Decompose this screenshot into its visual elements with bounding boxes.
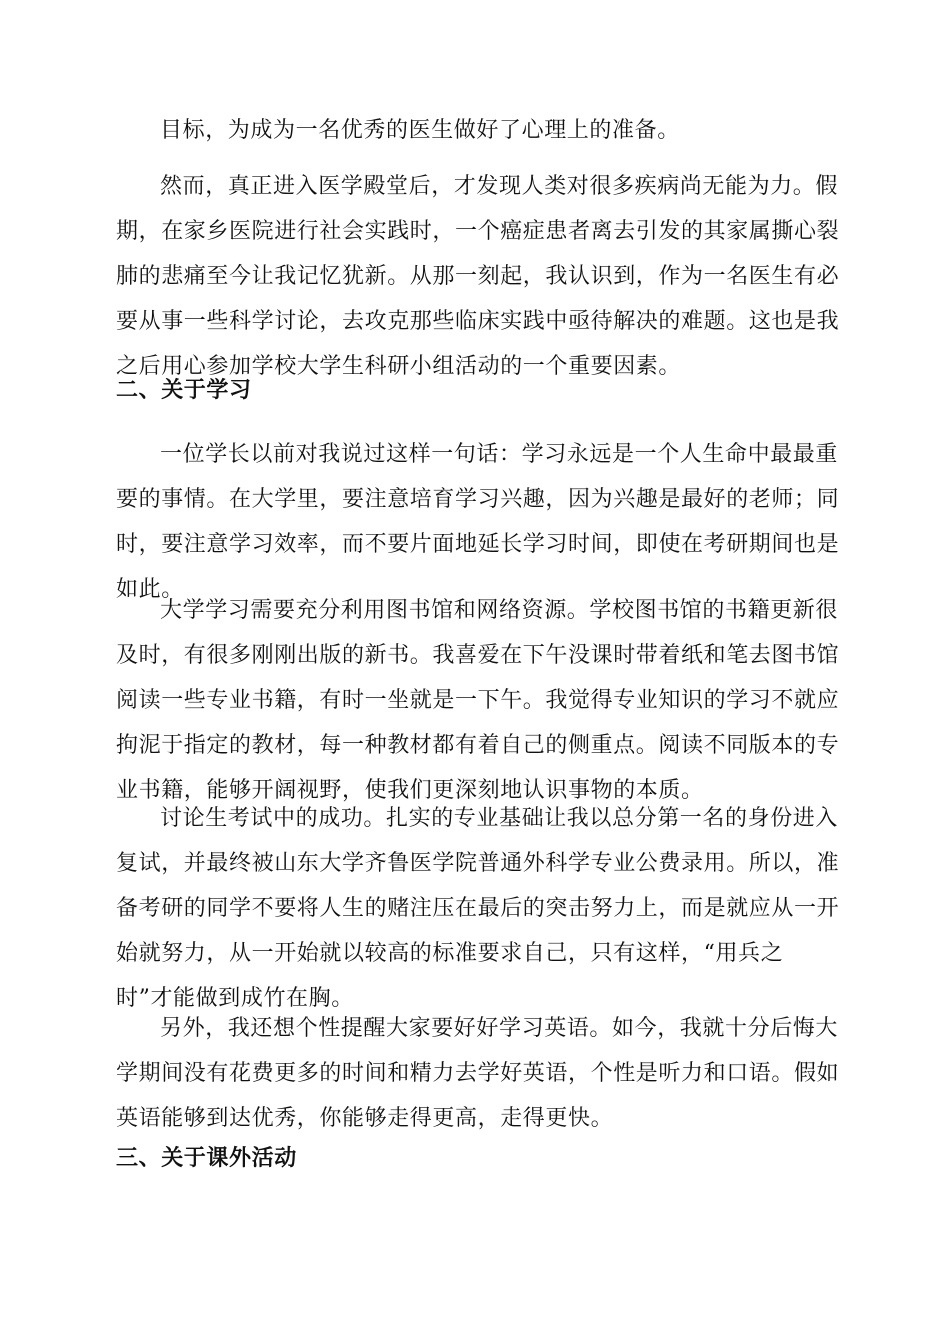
text-line: 另外，我还想个性提醒大家要好好学习英语。如今，我就十分后悔大: [160, 1016, 839, 1041]
text-line: 时，要注意学习效率，而不要片面地延长学习时间，即使在考研期间也是: [116, 532, 840, 557]
text-line: 学期间没有花费更多的时间和精力去学好英语，个性是听力和口语。假如: [116, 1061, 840, 1086]
text-line: 一位学长以前对我说过这样一句话：学习永远是一个人生命中最最重: [160, 442, 839, 467]
text-line: 时”才能做到成竹在胸。: [116, 986, 354, 1011]
paragraph-5: [116, 1006, 840, 1141]
text-line: 要从事一些科学讨论，去攻克那些临床实践中亟待解决的难题。这也是我: [116, 309, 840, 334]
text-line: 要的事情。在大学里，要注意培育学习兴趣，因为兴趣是最好的老师；同: [116, 487, 840, 512]
text-line: 讨论生考试中的成功。扎实的专业基础让我以总分第一名的身份进入: [160, 806, 839, 831]
text-line: 拘泥于指定的教材，每一种教材都有着自己的侧重点。阅读不同版本的专: [116, 733, 840, 758]
text-line: 如此。: [116, 577, 184, 602]
text-line: 及时，有很多刚刚出版的新书。我喜爱在下午没课时带着纸和笔去图书馆: [116, 643, 840, 668]
text-line: 期，在家乡医院进行社会实践时，一个癌症患者离去引发的其家属撕心裂: [116, 219, 840, 244]
paragraph-2: [116, 432, 840, 612]
text-line: 备考研的同学不要将人生的赌注压在最后的突击努力上，而是就应从一开: [116, 896, 840, 921]
text-line: 目标，为成为一名优秀的医生做好了心理上的准备。: [160, 118, 680, 143]
text-line: 大学学习需要充分利用图书馆和网络资源。学校图书馆的书籍更新很: [160, 598, 839, 623]
text-line: 肺的悲痛至今让我记忆犹新。从那一刻起，我认识到，作为一名医生有必: [116, 264, 840, 289]
paragraph-4: [116, 796, 840, 1021]
text-line: 然而，真正进入医学殿堂后，才发现人类对很多疾病尚无能为力。假: [160, 174, 839, 199]
text-line: 业书籍，能够开阔视野，使我们更深刻地认识事物的本质。: [116, 778, 704, 803]
text-line: 始就努力，从一开始就以较高的标准要求自己，只有这样，“用兵之: [116, 941, 784, 966]
paragraph-3: [116, 588, 840, 813]
text-line: 英语能够到达优秀，你能够走得更高，走得更快。: [116, 1106, 614, 1131]
text-line: 复试，并最终被山东大学齐鲁医学院普通外科学专业公费录用。所以，准: [116, 851, 840, 876]
text-line: 之后用心参加学校大学生科研小组活动的一个重要因素。: [116, 354, 682, 379]
paragraph-0: [116, 108, 832, 153]
section-heading-learning: 二、关于学习: [116, 377, 252, 403]
text-line: 阅读一些专业书籍，有时一坐就是一下午。我觉得专业知识的学习不就应: [116, 688, 840, 713]
paragraph-1: [116, 164, 840, 389]
section-heading-extracurricular: 三、关于课外活动: [116, 1145, 297, 1171]
